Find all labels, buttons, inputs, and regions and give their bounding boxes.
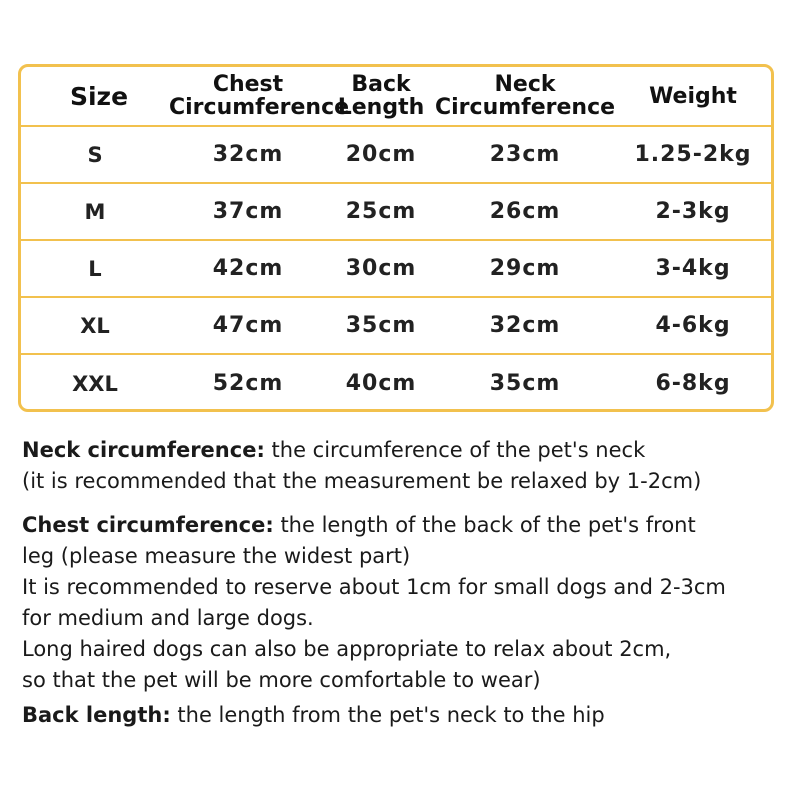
neck-term: Neck circumference: [22, 438, 265, 462]
cell-neck: 26cm [489, 199, 561, 224]
header-neck-circumference [435, 73, 615, 119]
cell-back: 40cm [345, 371, 417, 396]
chest-note-line2: leg (please measure the widest part) [22, 544, 411, 568]
cell-chest: 52cm [212, 371, 284, 396]
chest-text: the length of the back of the pet's front [273, 513, 696, 537]
cell-neck: 29cm [489, 256, 561, 281]
chest-note-line4: for medium and large dogs. [22, 606, 314, 630]
cell-back: 35cm [345, 313, 417, 338]
neck-note-line2: (it is recommended that the measurement be relaxed by 1-2cm) [22, 469, 702, 493]
back-length-note [22, 700, 794, 731]
cell-chest: 37cm [212, 199, 284, 224]
chest-note-line5: Long haired dogs can also be appropriate to relax about 2cm, [22, 637, 672, 661]
cell-size: L [88, 256, 102, 281]
chest-circumference-note [22, 510, 794, 696]
header-neck-line2: Circumference [435, 95, 616, 120]
neck-circumference-note [22, 435, 794, 497]
header-chest-line1: Chest [212, 72, 284, 97]
cell-weight: 3-4kg [655, 256, 731, 281]
cell-weight: 4-6kg [655, 313, 731, 338]
back-note-line1 [22, 700, 794, 731]
header-chest-line2: Circumference [169, 95, 350, 120]
header-neck-line1: Neck [494, 72, 556, 97]
cell-size: XXL [72, 371, 118, 396]
cell-weight: 6-8kg [655, 371, 731, 396]
chest-term: Chest circumference: [22, 513, 274, 537]
header-weight: Weight [649, 83, 737, 109]
header-back-length [327, 73, 435, 119]
cell-chest: 32cm [212, 142, 284, 167]
table-row [21, 127, 771, 184]
table-row [21, 184, 771, 241]
table-row [21, 241, 771, 298]
back-text: the length from the pet's neck to the hip [170, 703, 605, 727]
chest-note-line3: It is recommended to reserve about 1cm for small dogs and 2-3cm [22, 575, 726, 599]
cell-neck: 35cm [489, 371, 561, 396]
cell-size: M [84, 199, 106, 224]
table-row [21, 355, 771, 412]
cell-chest: 42cm [212, 256, 284, 281]
table-row [21, 298, 771, 355]
cell-weight: 1.25-2kg [634, 142, 752, 167]
header-back-line1: Back [351, 72, 411, 97]
neck-text: the circumference of the pet's neck [264, 438, 646, 462]
cell-neck: 23cm [489, 142, 561, 167]
header-size: Size [69, 81, 129, 111]
header-back-line2: Length [337, 95, 425, 120]
neck-note-line1 [22, 435, 794, 466]
table-header-row [21, 67, 771, 127]
cell-back: 25cm [345, 199, 417, 224]
cell-chest: 47cm [212, 313, 284, 338]
chest-note-line1 [22, 510, 794, 541]
cell-neck: 32cm [489, 313, 561, 338]
cell-weight: 2-3kg [655, 199, 731, 224]
cell-back: 30cm [345, 256, 417, 281]
cell-size: XL [80, 313, 110, 338]
cell-back: 20cm [345, 142, 417, 167]
header-chest-circumference [169, 72, 350, 120]
back-term: Back length: [22, 703, 171, 727]
chest-note-line6: so that the pet will be more comfortable to wear) [22, 668, 541, 692]
size-chart-table [18, 64, 774, 412]
cell-size: S [87, 142, 103, 167]
